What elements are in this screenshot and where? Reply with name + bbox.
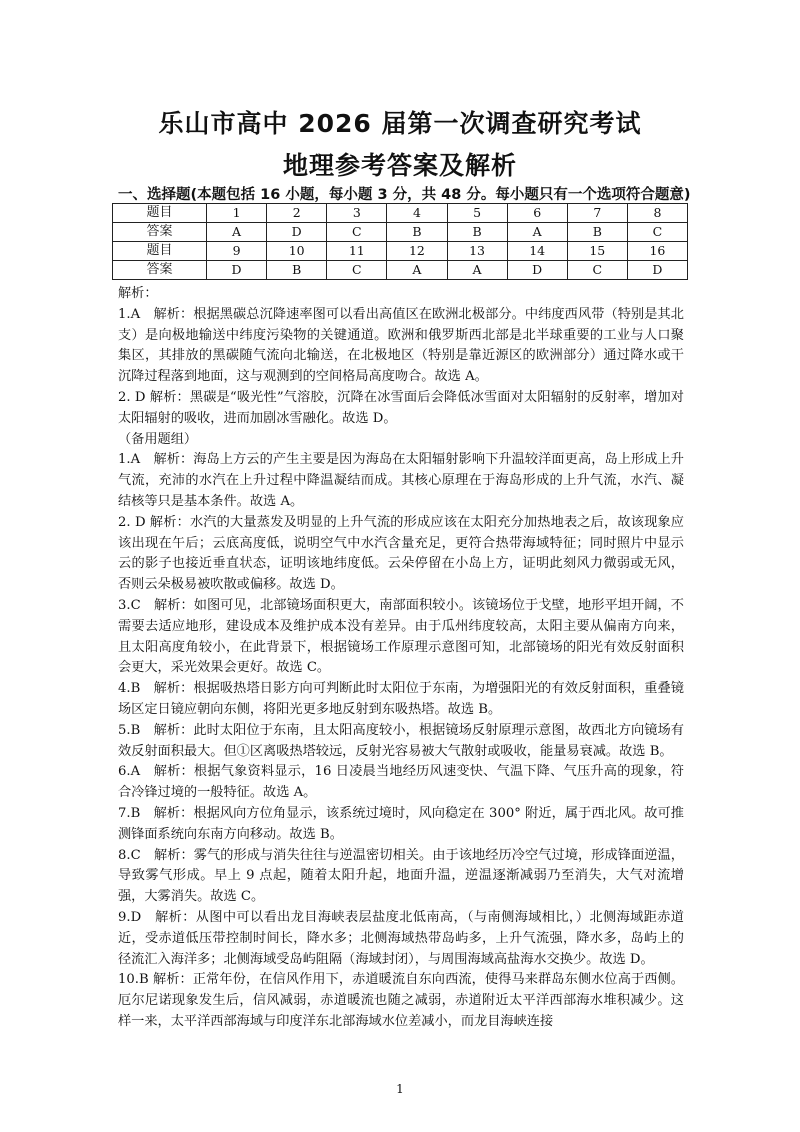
explanation-paragraph: 5.B 解析：此时太阳位于东南，且太阳高度较小，根据镜场反射原理示意图，故西北方向镜场有效反射面积最大。但①区离吸热塔较远，反射光容易被大气散射或吸收，能量易衰减。故选 B。 xyxy=(118,722,684,759)
explanation-body xyxy=(118,284,684,1033)
table-cell: A xyxy=(507,223,567,242)
table-cell: 3 xyxy=(327,204,387,223)
table-cell: B xyxy=(267,261,327,280)
table-cell: A xyxy=(387,261,447,280)
table-cell: 7 xyxy=(567,204,627,223)
table-cell: 1 xyxy=(207,204,267,223)
table-cell: B xyxy=(567,223,627,242)
explanation-paragraph: 3.C 解析：如图可见，北部镜场面积更大，南部面积较小。该镜场位于戈壁，地形平坦开阔，不需要去适应地形，建设成本及维护成本没有差异。由于瓜州纬度较高，太阳主要从偏南方向来，且太阳高度角较小，在此背景下，根据镜场工作原理示意图可知，北部镜场的阳光有效反射面积会更大，采光效果会更好。故选 C。 xyxy=(118,597,684,676)
table-cell: C xyxy=(627,223,687,242)
table-cell: B xyxy=(447,223,507,242)
explanation-paragraph: 8.C 解析：雾气的形成与消失往往与逆温密切相关。由于该地经历冷空气过境，形成锋面逆温，导致雾气形成。早上 9 点起，随着太阳升起，地面升温，逆温逐渐减弱乃至消失，大气对流增强，大雾消失。故选 C。 xyxy=(118,847,684,905)
explanation-paragraph: 9.D 解析：从图中可以看出龙目海峡表层盐度北低南高，（与南侧海域相比，）北侧海域距赤道近，受赤道低压带控制时间长，降水多；北侧海域热带岛屿多，上升气流强，降水多，岛屿上的径流汇入海洋多；北侧海域受岛屿阻隔（海域封闭），与周围海域高盐海水交换少。故选 D。 xyxy=(118,909,684,967)
table-cell: 10 xyxy=(267,242,327,261)
table-cell: 13 xyxy=(447,242,507,261)
table-row-label: 答案 xyxy=(113,261,207,280)
table-row-label: 题目 xyxy=(113,242,207,261)
table-row-label: 答案 xyxy=(113,223,207,242)
table-cell: 11 xyxy=(327,242,387,261)
table-cell: C xyxy=(327,261,387,280)
table-cell: D xyxy=(207,261,267,280)
table-row xyxy=(113,242,688,261)
explanation-label: 解析： xyxy=(118,286,158,301)
table-cell: C xyxy=(327,223,387,242)
table-cell: 15 xyxy=(567,242,627,261)
table-cell: B xyxy=(387,223,447,242)
table-cell: D xyxy=(627,261,687,280)
table-cell: 6 xyxy=(507,204,567,223)
explanation-paragraph: 6.A 解析：根据气象资料显示，16 日凌晨当地经历风速变快、气温下降、气压升高的现象，符合冷锋过境的一般特征。故选 A。 xyxy=(118,764,684,801)
explanation-paragraph: 2. D 解析：水汽的大量蒸发及明显的上升气流的形成应该在太阳充分加热地表之后，故该现象应该出现在午后；云底高度低，说明空气中水汽含量充足，更符合热带海域特征；同时照片中显示云的影子也接近垂直状态，证明该地纬度低。云朵停留在小岛上方，证明此刻风力微弱或无风，否则云朵极易被吹散或偏移。故选 D。 xyxy=(118,514,684,593)
section-heading: 一、选择题(本题包括 16 小题，每小题 3 分，共 48 分。每小题只有一个选项符合题意) xyxy=(118,187,691,203)
table-cell: 2 xyxy=(267,204,327,223)
table-cell: C xyxy=(567,261,627,280)
table-cell: 4 xyxy=(387,204,447,223)
table-cell: 9 xyxy=(207,242,267,261)
answer-table xyxy=(112,203,688,280)
explanation-paragraph: 4.B 解析：根据吸热塔日影方向可判断此时太阳位于东南，为增强阳光的有效反射面积，重叠镜场区定日镜应朝向东侧，将阳光更多地反射到东吸热塔。故选 B。 xyxy=(118,681,684,717)
explanation-paragraph: 2. D 解析：黑碳是“吸光性”气溶胶，沉降在冰雪面后会降低冰雪面对太阳辐射的反射率，增加对太阳辐射的吸收，进而加剧冰雪融化。故选 D。 xyxy=(118,389,684,426)
table-cell: 16 xyxy=(627,242,687,261)
backup-group-label: （备用题组） xyxy=(118,431,198,447)
table-cell: D xyxy=(507,261,567,280)
table-cell: A xyxy=(207,223,267,242)
explanation-paragraph: 10.B 解析：正常年份，在信风作用下，赤道暖流自东向西流，使得马来群岛东侧水位高于西侧。厄尔尼诺现象发生后，信风减弱，赤道暖流也随之减弱，赤道附近太平洋西部海水堆积减少。这样一来，太平洋西部海域与印度洋东北部海域水位差减小，而龙目海峡连接 xyxy=(118,972,684,1029)
document-subtitle: 地理参考答案及解析 xyxy=(282,151,517,180)
table-row xyxy=(113,204,688,223)
table-cell: 12 xyxy=(387,242,447,261)
explanation-paragraph: 1.A 解析：海岛上方云的产生主要是因为海岛在太阳辐射影响下升温较洋面更高，岛上形成上升气流，充沛的水汽在上升过程中降温凝结而成。其核心原理在于海岛形成的上升气流，水汽、凝结核等只是基本条件。故选 A。 xyxy=(118,452,684,509)
table-cell: D xyxy=(267,223,327,242)
document-title: 乐山市高中 2026 届第一次调查研究考试 xyxy=(158,109,642,138)
explanation-paragraph: 1.A 解析：根据黑碳总沉降速率图可以看出高值区在欧洲北极部分。中纬度西风带（特别是其北支）是向极地输送中纬度污染物的关键通道。欧洲和俄罗斯西北部是北半球重要的工业与人口聚集区，其排放的黑碳随气流向北输送，在北极地区（特别是靠近源区的欧洲部分）通过降水或干沉降过程落到地面，这与观测到的空间格局高度吻合。故选 A。 xyxy=(118,306,684,385)
table-cell: A xyxy=(447,261,507,280)
explanation-paragraph: 7.B 解析：根据风向方位角显示，该系统过境时，风向稳定在 300° 附近，属于西北风。故可推测锋面系统向东南方向移动。故选 B。 xyxy=(118,805,684,842)
table-row-label: 题目 xyxy=(113,204,207,223)
table-row xyxy=(113,261,688,280)
table-cell: 8 xyxy=(627,204,687,223)
table-cell: 14 xyxy=(507,242,567,261)
page-number: 1 xyxy=(396,1082,404,1096)
table-cell: 5 xyxy=(447,204,507,223)
table-row xyxy=(113,223,688,242)
